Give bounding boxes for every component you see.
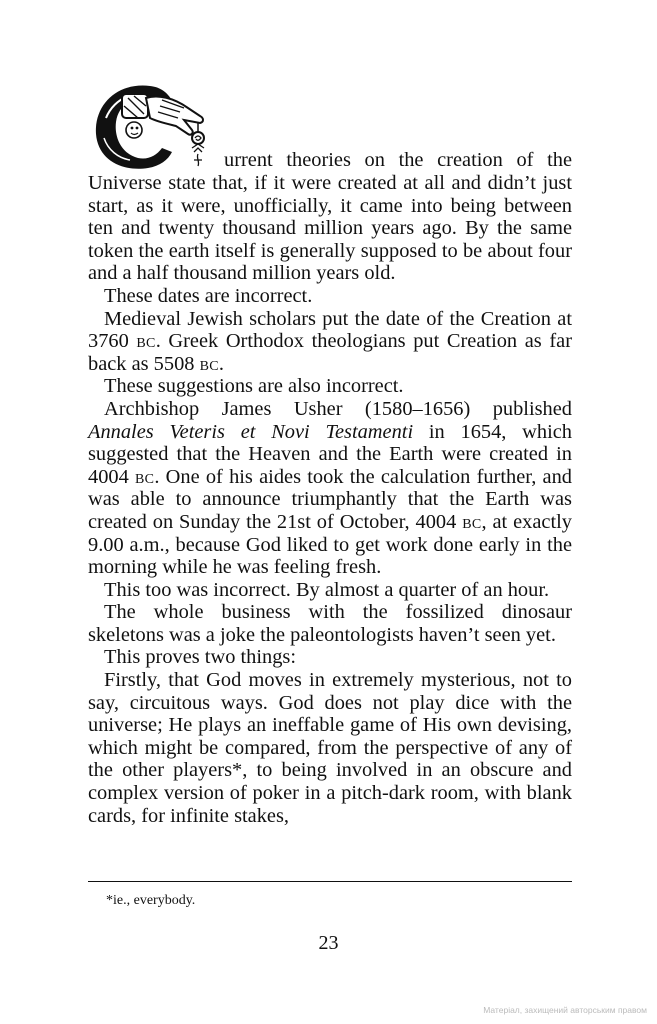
paragraph-2: These dates are incorrect. (104, 284, 313, 307)
paragraph-9: Firstly, that God moves in extremely mysterious, not to say, circuitous ways. God does not play dice with the universe; He plays an ineffable game of His own devising, which might be compared, from the perspective of any of the other players*, to being involved in an obscure and complex version of poker in a pitch-dark room, with blank cards, for infinite stakes, (88, 669, 572, 827)
first-line-text: urrent theories on the creation of the (224, 149, 572, 171)
copyright-watermark: Матеріал, захищений авторським правом (483, 1005, 647, 1015)
page-number: 23 (318, 932, 339, 954)
ornamental-dropcap-illustration (88, 78, 218, 172)
paragraph-3: Medieval Jewish scholars put the date of the Creation at 3760 bc. Greek Orthodox theologians put Creation as far back as 5508 bc. (88, 307, 572, 375)
footnote: *ie., everybody. (106, 893, 196, 908)
footnote-rule (88, 881, 572, 882)
page-body (88, 78, 572, 827)
paragraph-7: The whole business with the fossilized dinosaur skeletons was a joke the paleontologists haven’t seen yet. (88, 601, 572, 646)
paragraph-5: Archbishop James Usher (1580–1656) published Annales Veteris et Novi Testamenti in 1654, which suggested that the Heaven and the Earth were created in 4004 bc. One of his aides took the calculation further, and was able to announce triumphantly that the Earth was created on Sunday the 21st of October, 4004 bc, at exactly 9.00 a.m., because God liked to get work done early in the morning while he was feeling fresh. (88, 397, 572, 579)
paragraph-6: This too was incorrect. By almost a quarter of an hour. (104, 578, 550, 601)
paragraph-8: This proves two things: (104, 646, 297, 669)
dropcap-row (88, 78, 572, 172)
paragraph-1: Universe state that, if it were created at all and didn’t just start, as it were, unofficially, it came into being between ten and twenty thousand million years ago. By the same token the earth itself is generally supposed to be about four and a half thousand million years old. (88, 172, 572, 285)
paragraph-4: These suggestions are also incorrect. (104, 375, 404, 398)
